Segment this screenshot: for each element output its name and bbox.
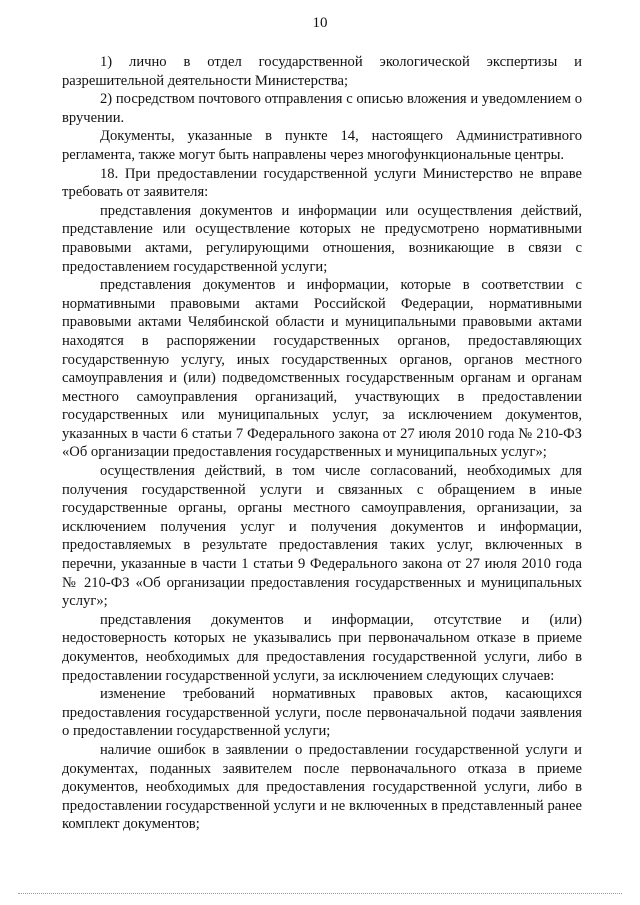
paragraph-approvals: осуществления действий, в том числе согласований, необходимых для получения государственной услуги и связанных с обращением в иные государственные органы, органы местного самоуправления, организации, за исключением получения услуг и получения документов и информации, предоставляемых в результате предоставления таких услуг, включенных в перечни, указанные в части 1 статьи 9 Федерального закона от 27 июля 2010 года № 210-ФЗ «Об организации предоставления государственных и муниципальных услуг»; xyxy=(62,463,582,610)
paragraph-exception-errors: наличие ошибок в заявлении о предоставлении государственной услуги и документах, поданных заявителем после первоначального отказа в приеме документов, необходимых для предоставления государственной услуги, либо в предоставлении государственной услуги и не включенных в представленный ранее комплект документов; xyxy=(62,741,582,833)
paragraph-no-extra-documents: представления документов и информации или осуществления действий, представление или осуществление которых не предусмотрено нормативными правовыми актами, регулирующими отношения, возникающие в связи с предоставлением государственной услуги; xyxy=(62,202,582,275)
paragraph-item-1-personal: 1) лично в отдел государственной экологической экспертизы и разрешительной деятельности Министерства; xyxy=(62,54,582,89)
paragraph-initial-refusal: представления документов и информации, отсутствие и (или) недостоверность которых не указывались при первоначальном отказе в приеме документов, необходимых для предоставления государственной услуги, либо в предоставлении государственной услуги, за исключением следующих случаев: xyxy=(62,611,582,684)
page-number: 10 xyxy=(312,15,328,31)
paragraph-clause-18: 18. При предоставлении государственной услуги Министерство не вправе требовать от заявителя: xyxy=(62,165,582,201)
paragraph-mfc-submission: Документы, указанные в пункте 14, настоящего Административного регламента, также могут быть направлены через многофункциональные центры. xyxy=(62,128,582,163)
paragraph-item-2-postal: 2) посредством почтового отправления с описью вложения и уведомлением о вручении. xyxy=(62,91,582,126)
paragraph-exception-requirements-change: изменение требований нормативных правовых актов, касающихся предоставления государственной услуги, после первоначальной подачи заявления о предоставлении государственной услуги; xyxy=(62,686,582,740)
bottom-divider xyxy=(18,893,622,894)
paragraph-documents-in-authorities: представления документов и информации, которые в соответствии с нормативными правовыми актами Российской Федерации, нормативными правовыми актами Челябинской области и муниципальными правовыми актами находятся в распоряжении государственных органов, предоставляющих государственную услугу, иных государственных органов, органов местного самоуправления и (или) подведомственных государственным органам и органам местного самоуправления организаций, участвующих в предоставлении государственных или муниципальных услуг, за исключением документов, указанных в части 6 статьи 7 Федерального закона от 27 июля 2010 года № 210-ФЗ «Об организации предоставления государственных и муниципальных услуг»; xyxy=(62,277,582,461)
document-body xyxy=(62,53,582,834)
